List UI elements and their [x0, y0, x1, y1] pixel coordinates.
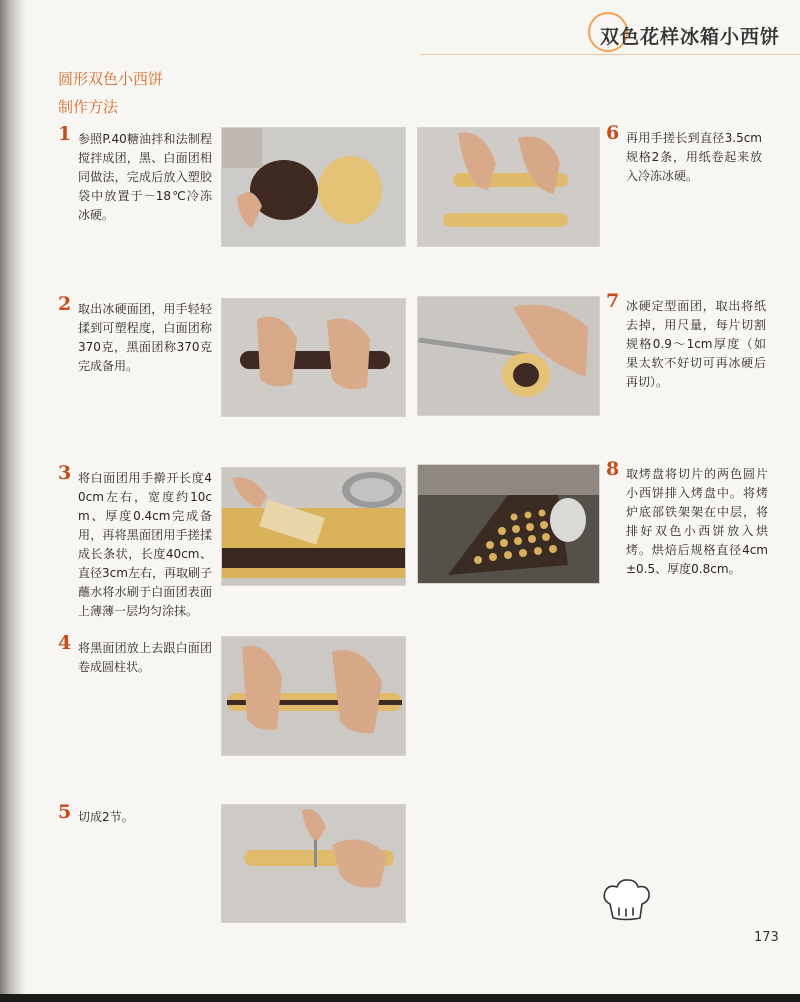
step-2-photo [222, 299, 405, 416]
oven-tray-image [418, 465, 599, 583]
step-4 [58, 632, 212, 677]
step-3-photo [222, 468, 405, 585]
step-number: 6 [606, 122, 620, 144]
step-number: 4 [58, 632, 72, 654]
step-text: 将黑面团放上去跟白面团卷成圆柱状。 [78, 641, 212, 674]
page-header-title: 双色花样冰箱小西饼 [600, 26, 781, 48]
rolled-logs-image [418, 128, 599, 246]
header-rule [420, 54, 800, 55]
step-text: 参照P.40糖油拌和法制程搅拌成团，黑、白面团相同做法，完成后放入塑胶袋中放置于－18℃冷冻冰硬。 [78, 132, 212, 222]
step-6 [606, 122, 762, 186]
step-number: 3 [58, 462, 72, 484]
step-text: 切成2节。 [78, 810, 134, 824]
step-5 [58, 801, 212, 827]
slicing-log-image [418, 297, 599, 415]
step-6-photo [418, 128, 599, 246]
chef-hat-icon [600, 878, 652, 922]
step-number: 2 [58, 293, 72, 315]
step-1 [58, 123, 212, 225]
book-spine-shadow [0, 0, 26, 1002]
step-text: 取出冰硬面团，用手轻轻揉到可塑程度，白面团称370克，黑面团称370克完成备用。 [78, 302, 212, 373]
step-8-photo [418, 465, 599, 583]
step-number: 8 [606, 458, 620, 480]
step-number: 5 [58, 801, 72, 823]
section-title: 制作方法 [58, 98, 119, 116]
kneading-dough-image [222, 299, 405, 416]
step-3 [58, 462, 212, 621]
step-7-photo [418, 297, 599, 415]
cutting-dough-image [222, 805, 405, 922]
step-1-photo [222, 128, 405, 246]
step-5-photo [222, 805, 405, 922]
rolling-cylinder-image [222, 637, 405, 755]
dough-balls-image [222, 128, 405, 246]
step-2 [58, 293, 212, 376]
recipe-subtitle: 圆形双色小西饼 [58, 70, 164, 88]
step-text: 冰硬定型面团，取出将纸去掉，用尺量，每片切割规格0.9～1cm厚度（如果太软不好切可再冰硬后再切）。 [626, 299, 766, 389]
step-4-photo [222, 637, 405, 755]
step-7 [606, 290, 766, 392]
page-bottom-edge [0, 994, 800, 1002]
step-text: 取烤盘将切片的两色圆片小西饼排入烤盘中。将烤炉底部铁架架在中层，将排好双色小西饼放入烘烤。烘焙后规格直径4cm±0.5、厚度0.8cm。 [626, 467, 768, 576]
step-number: 7 [606, 290, 620, 312]
brushing-dough-image [222, 468, 405, 585]
step-number: 1 [58, 123, 72, 145]
page-number: 173 [754, 930, 779, 945]
step-8 [606, 458, 768, 579]
step-text: 再用手搓长到直径3.5cm规格2条，用纸卷起来放入冷冻冰硬。 [626, 131, 762, 183]
step-text: 将白面团用手擀开长度40cm左右，宽度约10cm、厚度0.4cm完成备用，再将黑面团用手搓揉成长条状，长度40cm、直径3cm左右，再取刷子蘸水将水刷于白面团表面上薄薄一层均匀涂抹。 [78, 471, 212, 618]
